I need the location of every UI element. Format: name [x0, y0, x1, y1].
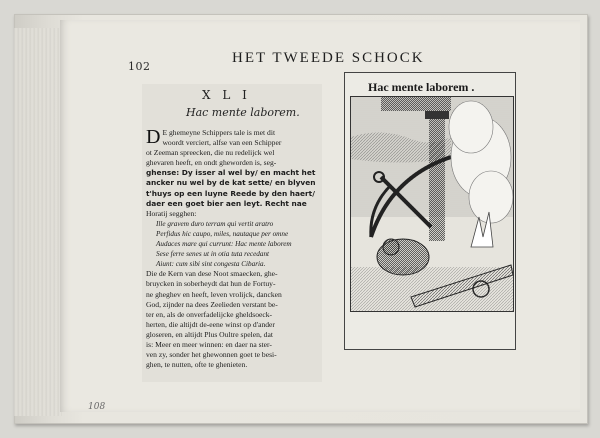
page-edges [14, 28, 62, 416]
pillar [429, 111, 445, 241]
page-number: 102 [128, 60, 151, 73]
text-line: Sese ferre senes ut in otia tuta recedant [156, 250, 270, 259]
text-line: ghevaren heeft, en ondt gheworden is, seg- [146, 158, 277, 168]
chapter-number: X L I [202, 88, 251, 102]
text-line: Aiunt: cum sibi sint congesta Cibaria. [156, 260, 266, 269]
text-line: ghen, te nutten, ofte te ghenieten. [146, 360, 248, 370]
text-line: Die de Kern van dese Noot smaecken, ghe- [146, 269, 278, 279]
ground [351, 267, 513, 311]
text-line: ot Zeeman spreecken, die nu redelijck wel [146, 148, 275, 158]
text-line: Horatij segghen: [146, 208, 197, 218]
dropcap: D [146, 126, 161, 148]
text-line: woordt verciert, alfse van een Schipper [162, 138, 282, 148]
text-line: t'huys op een luyne Reede by den haert/ [146, 188, 315, 198]
text-line: herten, die altijdt de-eene winst op d'ander [146, 319, 275, 329]
text-line: ven zy, sonder het ghewonnen goet te besi- [146, 350, 277, 360]
motto-heading: Hac mente laborem. [186, 106, 300, 119]
text-line: daer een goet bier aen leyt. Recht nae [146, 198, 307, 208]
text-line: Ille gravem duro terram qui vertit aratro [156, 219, 274, 228]
roof-beam [381, 97, 451, 111]
text-line: bruycken in soberheydt dat hun de Fortuy- [146, 279, 276, 289]
engraving-image [350, 96, 514, 312]
text-line: ancker nu wel by de kat sette/ en blyven [146, 178, 316, 188]
plate-title: Hac mente laborem . [368, 80, 475, 94]
archive-page-note: 108 [88, 402, 106, 412]
text-line: ne gheghev en heeft, leven vrolijck, dancken [146, 289, 282, 299]
pillar-capital [425, 111, 449, 119]
text-line: God, zijnder na dees Zeelieden verstant be- [146, 299, 278, 309]
text-line: ghense: Dy isser al wel by/ en macht het [146, 168, 316, 178]
body-text [146, 128, 322, 370]
text-line: gloseren, en altijdt Plus Oultre spelen, dat [146, 329, 273, 339]
text-line: E ghemeyne Schippers tale is met dit [162, 128, 276, 137]
text-line: Perfidus hic caupo, miles, nautaque per omne [156, 229, 289, 238]
engraving-illustration [351, 97, 513, 311]
running-title: HET TWEEDE SCHOCK [232, 50, 425, 66]
text-line: is: Meer en meer winnen: en daer na ster- [146, 339, 272, 349]
text-line: ter en, als de onverfadelijcke gheldsoeck- [146, 309, 273, 319]
text-line: Audaces mare qui currunt: Hac mente laborem [156, 240, 292, 249]
